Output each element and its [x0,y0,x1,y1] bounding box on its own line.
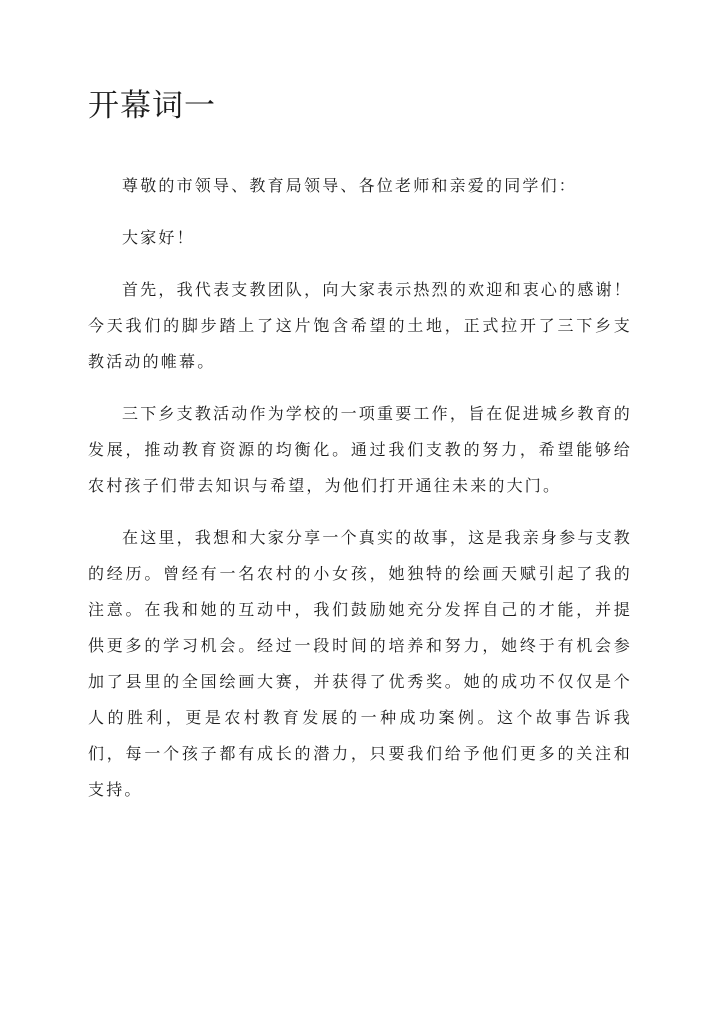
salutation-paragraph: 尊敬的市领导、教育局领导、各位老师和亲爱的同学们： [122,176,578,195]
story-paragraph: 在这里，我想和大家分享一个真实的故事，这是我亲身参与支教的经历。曾经有一名农村的小女孩，她独特的绘画天赋引起了我的注意。在我和她的互动中，我们鼓励她充分发挥自己的才能，并提供更多的学习机会。经过一段时间的培养和努力，她终于有机会参加了县里的全国绘画大赛，并获得了优秀奖。她的成功不仅仅是个人的胜利，更是农村教育发展的一种成功案例。这个故事告诉我们，每一个孩子都有成长的潜力，只要我们给予他们更多的关注和支持。 [88,528,632,799]
greeting-paragraph: 大家好！ [122,228,195,247]
welcome-paragraph: 首先，我代表支教团队，向大家表示热烈的欢迎和衷心的感谢！今天我们的脚步踏上了这片饱含希望的土地，正式拉开了三下乡支教活动的帷幕。 [88,280,632,371]
document-title: 开幕词一 [88,88,216,124]
document-body [88,168,632,824]
purpose-paragraph: 三下乡支教活动作为学校的一项重要工作，旨在促进城乡教育的发展，推动教育资源的均衡化。通过我们支教的努力，希望能够给农村孩子们带去知识与希望，为他们打开通往未来的大门。 [88,404,632,495]
